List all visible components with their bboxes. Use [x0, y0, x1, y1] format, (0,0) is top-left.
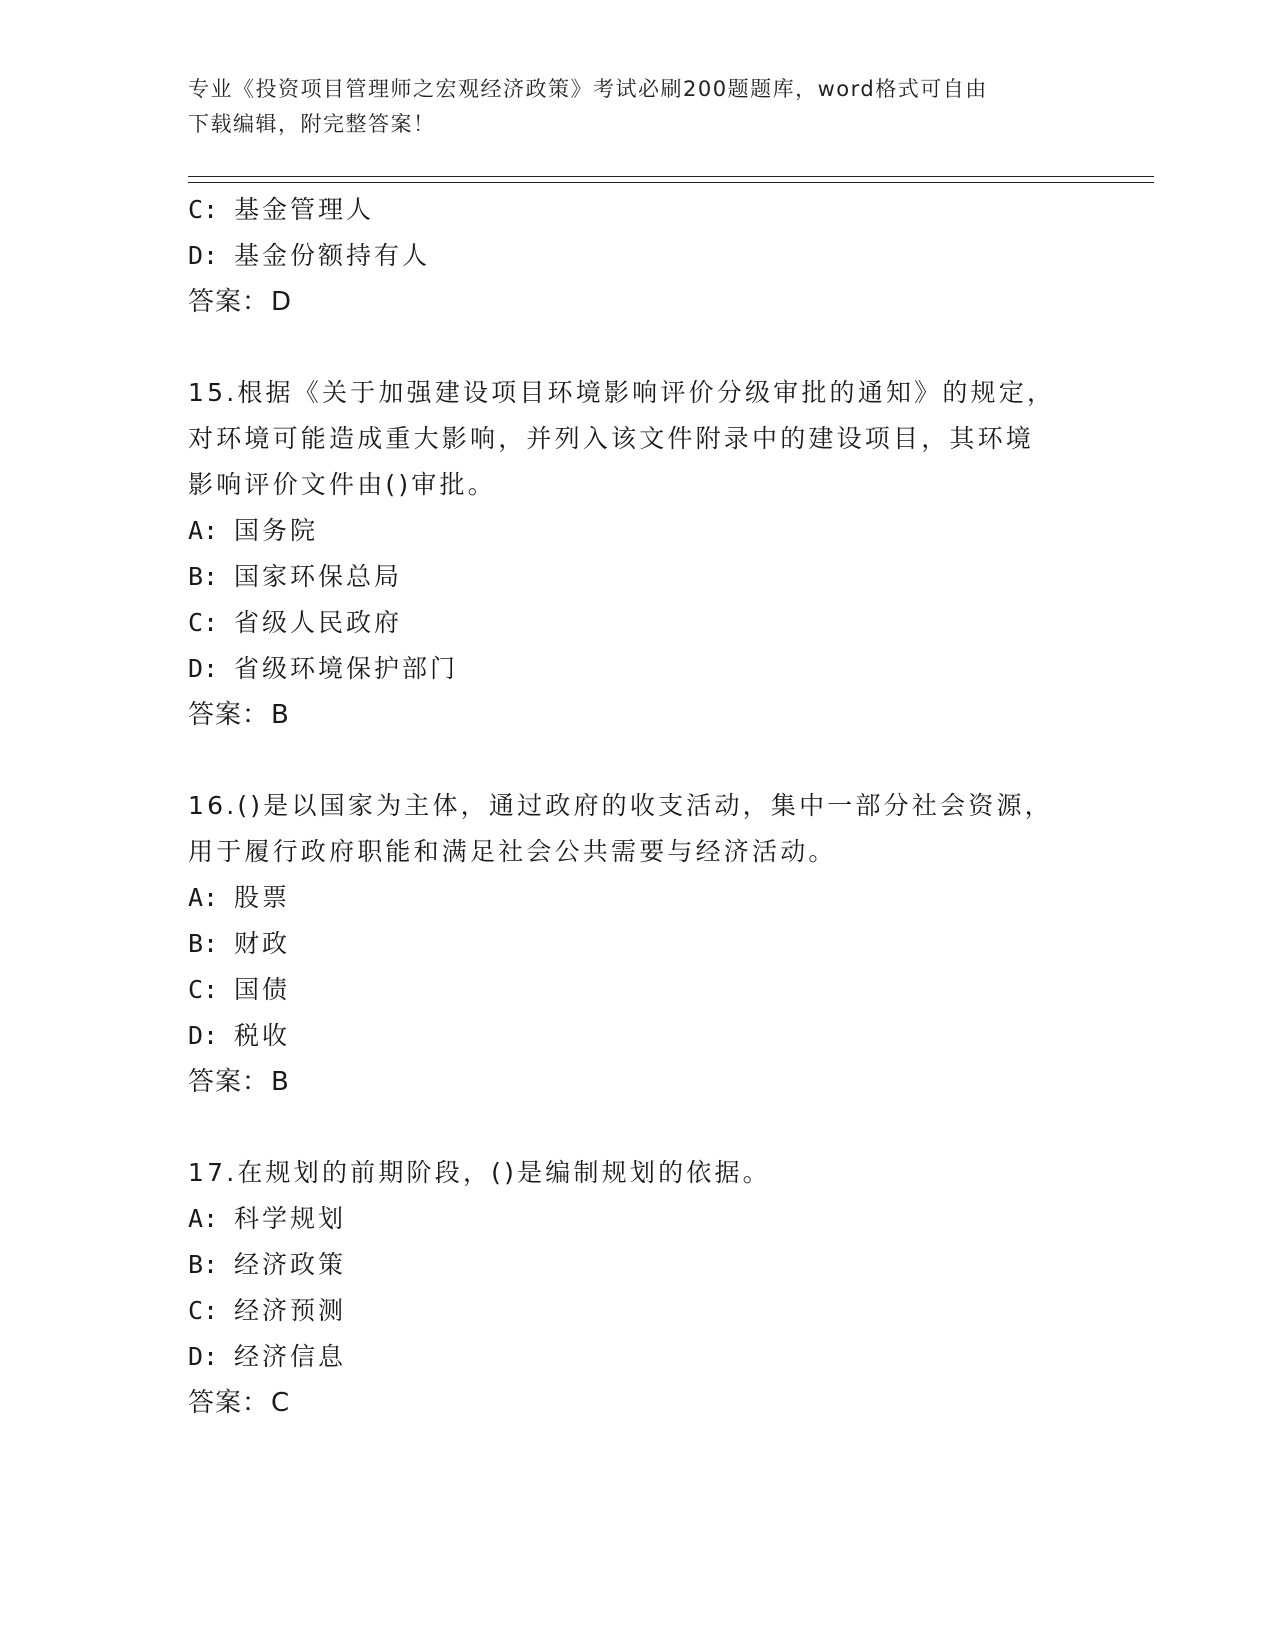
option-key: C:	[188, 1296, 219, 1325]
option-key: D:	[188, 241, 219, 270]
answer-line	[188, 279, 1088, 325]
option-text: 基金份额持有人	[234, 241, 431, 270]
answer-label: 答案：	[188, 1388, 270, 1418]
question-text-line: 15.根据《关于加强建设项目环境影响评价分级审批的通知》的规定，	[188, 378, 1056, 407]
question-text	[188, 783, 1068, 875]
option-a	[188, 875, 1088, 921]
header-line-2: 下载编辑，附完整答案！	[188, 112, 436, 136]
option-text: 国务院	[234, 516, 319, 545]
option-a	[188, 1196, 1088, 1242]
option-text: 股票	[234, 883, 291, 912]
option-key: B:	[188, 929, 219, 958]
question-text-line: 对环境可能造成重大影响，并列入该文件附录中的建设项目，其环境	[188, 424, 1035, 453]
option-text: 税收	[234, 1021, 291, 1050]
answer-line	[188, 692, 1088, 738]
option-key: D:	[188, 1021, 219, 1050]
question-14-tail	[188, 187, 1088, 325]
answer-value: B	[271, 700, 290, 730]
option-text: 经济政策	[234, 1250, 347, 1279]
option-b	[188, 1242, 1088, 1288]
option-key: B:	[188, 562, 219, 591]
option-d	[188, 1334, 1088, 1380]
option-text: 基金管理人	[234, 195, 375, 224]
answer-value: B	[271, 1067, 290, 1097]
option-text: 国家环保总局	[234, 562, 403, 591]
option-text: 国债	[234, 975, 291, 1004]
question-text	[188, 370, 1068, 508]
option-key: C:	[188, 608, 219, 637]
option-c	[188, 967, 1088, 1013]
question-15	[188, 370, 1088, 738]
option-text: 经济预测	[234, 1296, 347, 1325]
answer-label: 答案：	[188, 700, 270, 730]
option-c	[188, 1288, 1088, 1334]
option-text: 省级环境保护部门	[234, 654, 459, 683]
header-line-1: 专业《投资项目管理师之宏观经济政策》考试必刷200题题库，word格式可自由	[188, 77, 988, 101]
answer-label: 答案：	[188, 287, 270, 317]
answer-line	[188, 1380, 1088, 1426]
question-list	[188, 187, 1088, 1426]
answer-label: 答案：	[188, 1067, 270, 1097]
option-key: A:	[188, 1204, 219, 1233]
option-key: D:	[188, 654, 219, 683]
answer-value: D	[271, 287, 293, 317]
option-key: A:	[188, 516, 219, 545]
option-key: B:	[188, 1250, 219, 1279]
header-divider-top	[188, 176, 1154, 177]
answer-line	[188, 1059, 1088, 1105]
answer-value: C	[271, 1388, 291, 1418]
option-key: C:	[188, 975, 219, 1004]
page-header	[188, 72, 1068, 142]
option-a	[188, 508, 1088, 554]
option-key: A:	[188, 883, 219, 912]
question-text	[188, 1150, 1068, 1196]
option-text: 科学规划	[234, 1204, 347, 1233]
header-divider-bottom	[188, 182, 1154, 183]
question-text-line: 17.在规划的前期阶段，()是编制规划的依据。	[188, 1158, 771, 1187]
question-text-line: 用于履行政府职能和满足社会公共需要与经济活动。	[188, 837, 837, 866]
option-text: 财政	[234, 929, 291, 958]
question-16	[188, 783, 1088, 1105]
option-b	[188, 921, 1088, 967]
option-d	[188, 1013, 1088, 1059]
option-key: C:	[188, 195, 219, 224]
option-d	[188, 646, 1088, 692]
question-17	[188, 1150, 1088, 1426]
option-key: D:	[188, 1342, 219, 1371]
question-text-line: 影响评价文件由()审批。	[188, 470, 496, 499]
option-b	[188, 554, 1088, 600]
option-c	[188, 187, 1088, 233]
question-text-line: 16.()是以国家为主体，通过政府的收支活动，集中一部分社会资源，	[188, 791, 1053, 820]
option-d	[188, 233, 1088, 279]
option-text: 经济信息	[234, 1342, 347, 1371]
option-c	[188, 600, 1088, 646]
option-text: 省级人民政府	[234, 608, 403, 637]
